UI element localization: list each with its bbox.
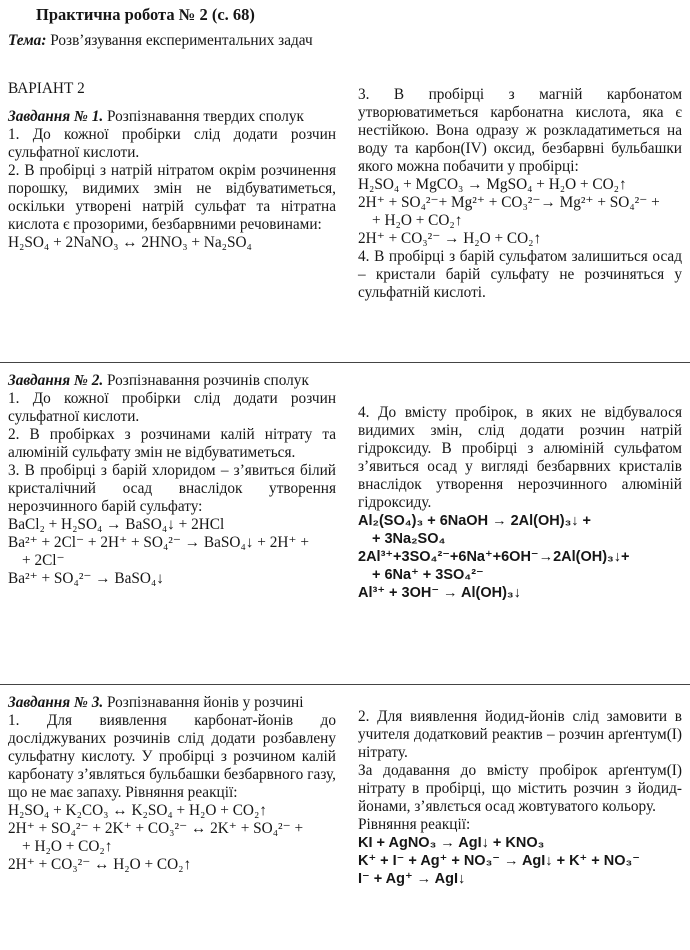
divider-2 xyxy=(0,684,690,685)
page-title: Практична робота № 2 (с. 68) xyxy=(36,5,255,24)
task1-right xyxy=(358,86,682,302)
task1-equation-3a: 2H⁺ + SO₄²⁻+ Mg²⁺ + CO₃²⁻→ Mg²⁺ + SO₄²⁻ + xyxy=(358,194,660,211)
task1-step4: 4. В пробірці з барій сульфатом залишиться осад – кристали барій сульфату не розчиняться у сульфатній кислоті. xyxy=(358,248,682,301)
task2-equation-2b: + 2Cl⁻ xyxy=(22,552,65,569)
task1-heading: Розпізнавання твердих сполук xyxy=(107,108,304,125)
task3-equation-6: I⁻ + Ag⁺ → AgI↓ xyxy=(358,871,466,887)
task2-label: Завдання № 2. xyxy=(8,372,104,389)
task2-equation-5a: 2Al³⁺+3SO₄²⁻+6Na⁺+6OH⁻→2Al(OH)₃↓+ xyxy=(358,549,630,565)
task1-equation-4: 2H⁺ + CO₃²⁻ → H₂O + CO₂↑ xyxy=(358,230,542,247)
task2-step1: 1. До кожної пробірки слід додати розчин сульфатної кислоти. xyxy=(8,390,336,425)
task2-equation-5b: + 6Na⁺ + 3SO₄²⁻ xyxy=(372,567,484,583)
task2-step2: 2. В пробірках з розчинами калій нітрату та алюміній сульфату змін не відбуватиметься. xyxy=(8,426,336,461)
task2-equation-4a: Al₂(SO₄)₃ + 6NaOH → 2Al(OH)₃↓ + xyxy=(358,513,592,529)
task1-step2: 2. В пробірці з натрій нітратом окрім розчинення порошку, видимих змін не відбуватиметься, оскільки утворені натрій сульфат та нітратна кислота є прозорими, безбарвними речовинами: xyxy=(8,162,336,233)
task1-equation-1: H₂SO₄ + 2NaNO₃ ↔ 2HNO₃ + Na₂SO₄ xyxy=(8,234,252,251)
task3-equation-5: K⁺ + I⁻ + Ag⁺ + NO₃⁻ → AgI↓ + K⁺ + NO₃⁻ xyxy=(358,853,640,869)
task1-step1: 1. До кожної пробірки слід додати розчин сульфатної кислоти. xyxy=(8,126,336,161)
task2-heading: Розпізнавання розчинів сполук xyxy=(107,372,309,389)
task2-step3: 3. В пробірці з барій хлоридом – з’явиться білий кристалічний осад внаслідок утворення нерозчинного барій сульфату: xyxy=(8,462,336,515)
task3-equation-3: 2H⁺ + CO₃²⁻ ↔ H₂O + CO₂↑ xyxy=(8,856,192,873)
task3-left xyxy=(8,694,336,874)
task3-equation-2b: + H₂O + CO₂↑ xyxy=(22,838,113,855)
task3-heading: Розпізнавання йонів у розчині xyxy=(107,694,304,711)
task1-equation-2: H₂SO₄ + MgCO₃ → MgSO₄ + H₂O + CO₂↑ xyxy=(358,176,627,193)
task3-equation-4: KI + AgNO₃ → AgI↓ + KNO₃ xyxy=(358,835,545,851)
task1-label: Завдання № 1. xyxy=(8,108,104,125)
task2-equation-1: BaCl₂ + H₂SO₄ → BaSO₄↓ + 2HCl xyxy=(8,516,225,533)
topic xyxy=(8,32,338,50)
task3-step2: 2. Для виявлення йодид-йонів слід замовити в учителя додатковий реактив – розчин арґентум(I) нітрату. xyxy=(358,708,682,761)
divider-1 xyxy=(0,362,690,363)
task2-equation-4b: + 3Na₂SO₄ xyxy=(372,531,446,547)
topic-label: Тема: xyxy=(8,32,47,49)
task1-left xyxy=(8,108,336,252)
task2-equation-3: Ba²⁺ + SO₄²⁻ → BaSO₄↓ xyxy=(8,570,164,587)
task3-reaction-label: Рівняння реакції: xyxy=(358,816,471,833)
task2-equation-6: Al³⁺ + 3OH⁻ → Al(OH)₃↓ xyxy=(358,585,521,601)
task3-step1: 1. Для виявлення карбонат-йонів до досліджуваних розчинів слід додати розбавлену сульфатну кислоту. У пробірці з розчином калій карбонату з’являться бульбашки безбарвного газу, що не має запаху. Рівняння реакції: xyxy=(8,712,336,801)
task2-step4: 4. До вмісту пробірок, в яких не відбувалося видимих змін, слід додати розчин натрій гідроксиду. В пробірці з алюміній сульфатом з’явиться осад у вигляді безбарвних кристалів внаслідок утворення нерозчинного алюміній гідроксиду. xyxy=(358,404,682,511)
task3-label: Завдання № 3. xyxy=(8,694,104,711)
task1-equation-3b: + H₂O + CO₂↑ xyxy=(372,212,463,229)
task2-right xyxy=(358,404,682,602)
topic-text: Розв’язування експериментальних задач xyxy=(50,32,313,49)
task3-step3: За додавання до вмісту пробірок арґентум(I) нітрату в пробірці, що містить розчин з йодид-йонами, з’явлється осад жовтуватого кольору. xyxy=(358,762,682,815)
task3-equation-2a: 2H⁺ + SO₄²⁻ + 2K⁺ + CO₃²⁻ ↔ 2K⁺ + SO₄²⁻ + xyxy=(8,820,304,837)
task1-step3: 3. В пробірці з магній карбонатом утворюватиметься карбонатна кислота, яка є нестійкою. Вона одразу ж розкладатиметься на воду та карбон(IV) оксид, безбарвні бульбашки якого можна побачити у пробірці: xyxy=(358,86,682,175)
variant-label: ВАРІАНТ 2 xyxy=(8,80,85,97)
task2-left xyxy=(8,372,336,588)
task2-equation-2a: Ba²⁺ + 2Cl⁻ + 2H⁺ + SO₄²⁻ → BaSO₄↓ + 2H⁺ + xyxy=(8,534,309,551)
task3-equation-1: H₂SO₄ + K₂CO₃ ↔ K₂SO₄ + H₂O + CO₂↑ xyxy=(8,802,267,819)
task3-right xyxy=(358,708,682,888)
